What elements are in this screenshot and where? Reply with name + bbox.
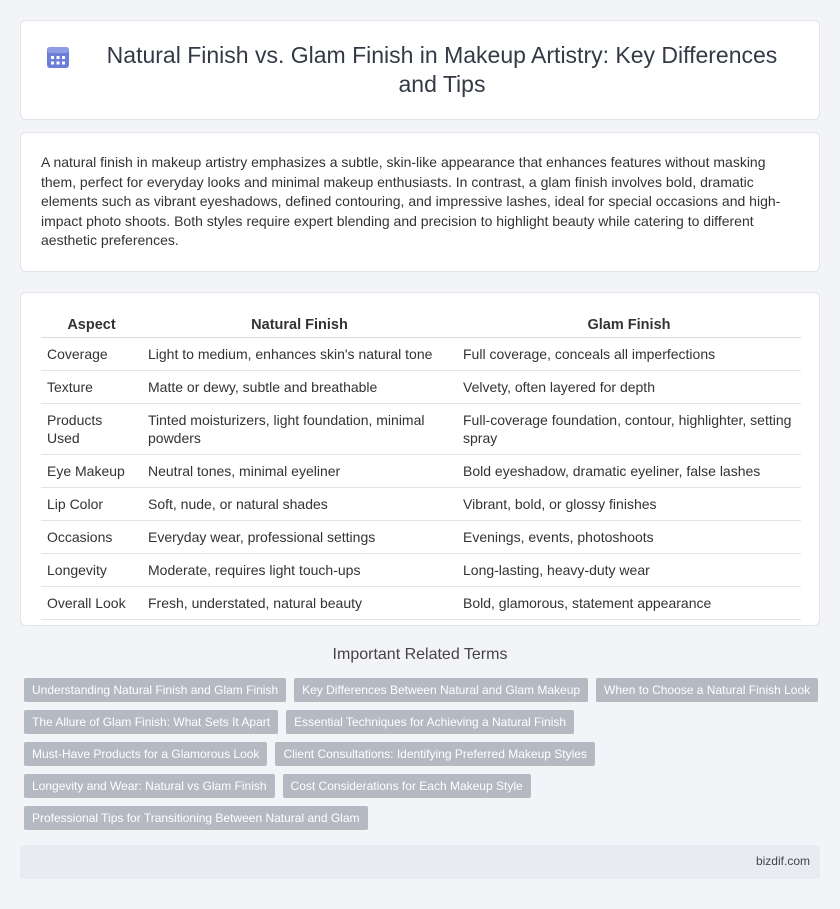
cell-natural: Soft, nude, or natural shades — [142, 488, 457, 521]
header-glam-finish: Glam Finish — [457, 311, 801, 338]
cell-natural: Matte or dewy, subtle and breathable — [142, 371, 457, 404]
cell-aspect: Eye Makeup — [41, 455, 142, 488]
cell-aspect: Lip Color — [41, 488, 142, 521]
related-terms-title: Important Related Terms — [332, 646, 508, 663]
related-term-tag[interactable]: The Allure of Glam Finish: What Sets It Apart — [24, 710, 278, 734]
cell-aspect: Coverage — [41, 338, 142, 371]
table-header-row — [41, 311, 801, 338]
related-term-tag[interactable]: Professional Tips for Transitioning Between Natural and Glam — [24, 806, 368, 830]
header-card — [20, 20, 820, 120]
related-term-tag[interactable]: When to Choose a Natural Finish Look — [596, 678, 818, 702]
cell-glam: Evenings, events, photoshoots — [457, 521, 801, 554]
table-row — [41, 371, 801, 404]
cell-aspect: Products Used — [41, 404, 142, 455]
related-term-tag[interactable]: Essential Techniques for Achieving a Natural Finish — [286, 710, 574, 734]
table-row — [41, 338, 801, 371]
cell-natural: Fresh, understated, natural beauty — [142, 587, 457, 620]
cell-glam: Full coverage, conceals all imperfections — [457, 338, 801, 371]
page-title: Natural Finish vs. Glam Finish in Makeup Artistry: Key Differences and Tips — [106, 42, 778, 97]
related-term-tag[interactable]: Understanding Natural Finish and Glam Finish — [24, 678, 286, 702]
cell-natural: Neutral tones, minimal eyeliner — [142, 455, 457, 488]
cell-natural: Moderate, requires light touch-ups — [142, 554, 457, 587]
table-row — [41, 587, 801, 620]
calendar-icon — [45, 44, 71, 70]
cell-glam: Bold, glamorous, statement appearance — [457, 587, 801, 620]
comparison-table-card — [20, 292, 820, 626]
cell-natural: Everyday wear, professional settings — [142, 521, 457, 554]
cell-aspect: Longevity — [41, 554, 142, 587]
related-term-tag[interactable]: Client Consultations: Identifying Preferred Makeup Styles — [275, 742, 595, 766]
related-terms-list — [24, 678, 824, 830]
table-row — [41, 404, 801, 455]
table-row — [41, 455, 801, 488]
cell-natural: Tinted moisturizers, light foundation, minimal powders — [142, 404, 457, 455]
table-row — [41, 554, 801, 587]
table-row — [41, 488, 801, 521]
cell-aspect: Overall Look — [41, 587, 142, 620]
table-row — [41, 521, 801, 554]
cell-glam: Long-lasting, heavy-duty wear — [457, 554, 801, 587]
header-aspect: Aspect — [41, 311, 142, 338]
cell-aspect: Occasions — [41, 521, 142, 554]
intro-card — [20, 132, 820, 272]
footer — [20, 845, 820, 879]
header-natural-finish: Natural Finish — [142, 311, 457, 338]
cell-glam: Velvety, often layered for depth — [457, 371, 801, 404]
footer-site-name[interactable]: bizdif.com — [755, 854, 810, 868]
related-term-tag[interactable]: Longevity and Wear: Natural vs Glam Finish — [24, 774, 275, 798]
cell-natural: Light to medium, enhances skin's natural tone — [142, 338, 457, 371]
cell-glam: Vibrant, bold, or glossy finishes — [457, 488, 801, 521]
related-term-tag[interactable]: Cost Considerations for Each Makeup Style — [283, 774, 531, 798]
intro-paragraph: A natural finish in makeup artistry emphasizes a subtle, skin-like appearance that enhances features without masking them, perfect for everyday looks and minimal makeup enthusiasts. In contrast, a glam finish involves bold, dramatic elements such as vibrant eyeshadows, defined contouring, and impressive lashes, ideal for special occasions and high-impact photo shoots. Both styles require expert blending and precision to highlight beauty while catering to different aesthetic preferences. — [41, 154, 781, 248]
cell-aspect: Texture — [41, 371, 142, 404]
related-term-tag[interactable]: Must-Have Products for a Glamorous Look — [24, 742, 267, 766]
comparison-table — [41, 311, 801, 620]
cell-glam: Full-coverage foundation, contour, highlighter, setting spray — [457, 404, 801, 455]
cell-glam: Bold eyeshadow, dramatic eyeliner, false lashes — [457, 455, 801, 488]
related-term-tag[interactable]: Key Differences Between Natural and Glam Makeup — [294, 678, 588, 702]
